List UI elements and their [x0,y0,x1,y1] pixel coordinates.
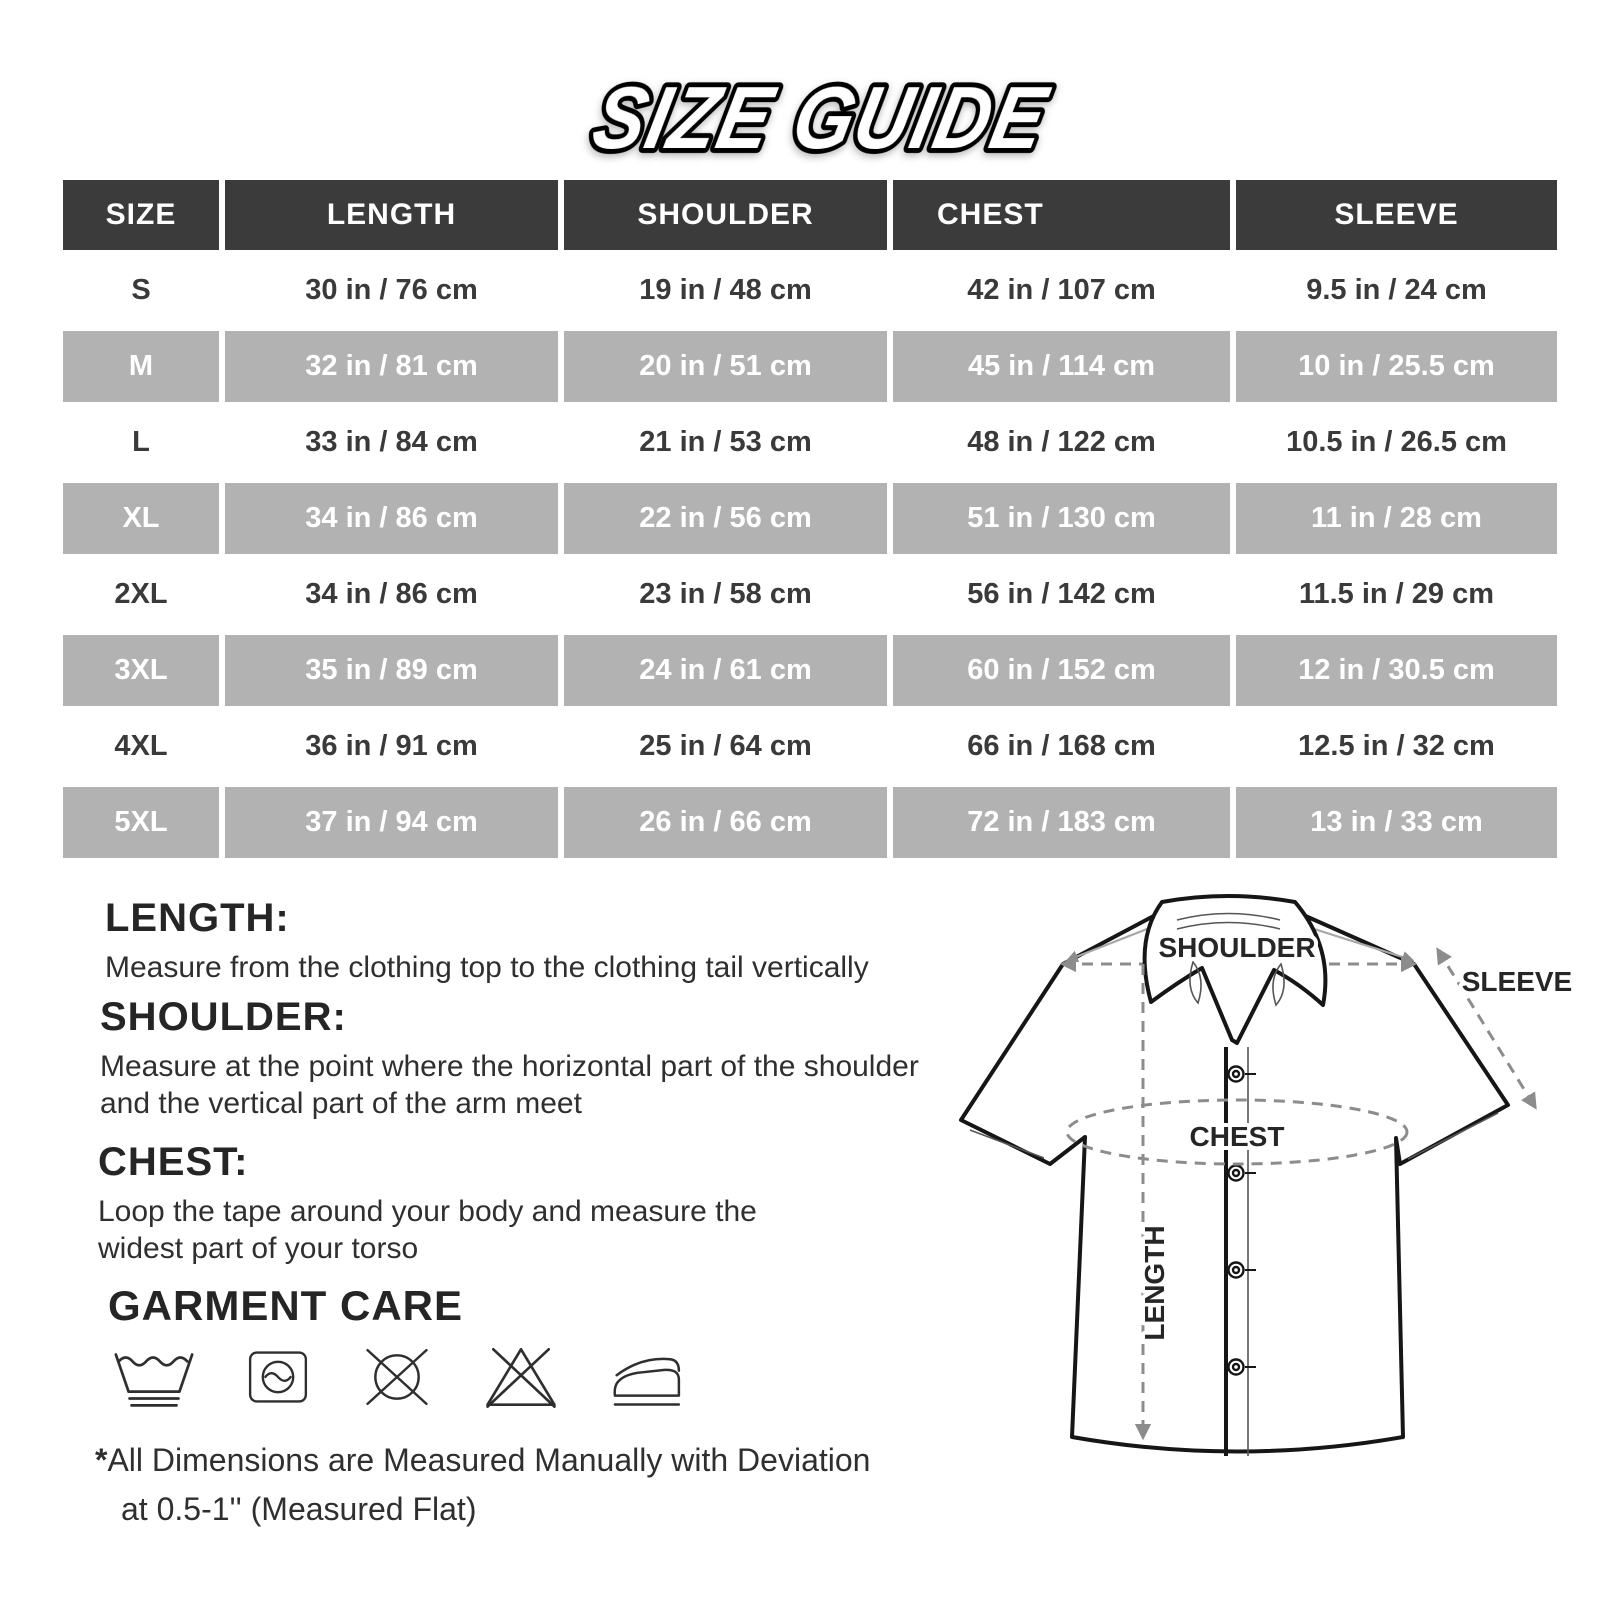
cell-length: 30 in / 76 cm [225,255,558,326]
cell-size: XL [63,483,219,554]
definition-desc: Measure at the point where the horizontal part of the shoulder and the vertical part of the arm meet [100,1050,919,1120]
cell-shoulder: 19 in / 48 cm [564,255,887,326]
page-title [0,36,1620,186]
cell-shoulder: 26 in / 66 cm [564,787,887,858]
cell-length: 32 in / 81 cm [225,331,558,402]
sleeve-diagram-label: SLEEVE [1461,966,1573,997]
cell-size: 3XL [63,635,219,706]
column-header-shoulder: SHOULDER [564,180,887,250]
cell-length: 36 in / 91 cm [225,711,558,782]
cell-length: 33 in / 84 cm [225,407,558,478]
shoulder-diagram-label: SHOULDER [1158,932,1316,963]
cell-shoulder: 21 in / 53 cm [564,407,887,478]
cell-size: L [63,407,219,478]
cell-size: M [63,331,219,402]
cell-length: 37 in / 94 cm [225,787,558,858]
definition-shoulder [100,995,950,1122]
do-not-dry-clean-icon [358,1342,436,1412]
chest-diagram-label: CHEST [1189,1121,1285,1152]
definition-chest [98,1140,758,1267]
column-header-length: LENGTH [225,180,558,250]
cell-chest: 60 in / 152 cm [893,635,1230,706]
garment-care-icons [110,1342,686,1412]
cell-chest: 72 in / 183 cm [893,787,1230,858]
cell-size: 5XL [63,787,219,858]
cell-shoulder: 25 in / 64 cm [564,711,887,782]
cell-length: 34 in / 86 cm [225,483,558,554]
column-header-size: SIZE [63,180,219,250]
length-diagram-label: LENGTH [1139,1225,1170,1341]
iron-icon [606,1342,686,1412]
definition-term: CHEST: [98,1140,249,1184]
cell-shoulder: 20 in / 51 cm [564,331,887,402]
cell-sleeve: 10.5 in / 26.5 cm [1236,407,1557,478]
cell-sleeve: 12.5 in / 32 cm [1236,711,1557,782]
wash-gentle-icon [110,1342,198,1412]
column-header-chest: CHEST [893,180,1230,250]
page-title-text: SIZE GUIDE [585,67,1125,167]
disclaimer-line2: at 0.5-1'' (Measured Flat) [121,1491,477,1527]
column-header-sleeve: SLEEVE [1236,180,1557,250]
cell-chest: 56 in / 142 cm [893,559,1230,630]
disclaimer [95,1436,870,1534]
cell-sleeve: 10 in / 25.5 cm [1236,331,1557,402]
cell-chest: 42 in / 107 cm [893,255,1230,326]
garment-care-heading: GARMENT CARE [108,1282,463,1329]
cell-chest: 48 in / 122 cm [893,407,1230,478]
cell-chest: 51 in / 130 cm [893,483,1230,554]
cell-shoulder: 24 in / 61 cm [564,635,887,706]
cell-sleeve: 13 in / 33 cm [1236,787,1557,858]
cell-size: 4XL [63,711,219,782]
definition-length [105,896,1005,986]
cell-shoulder: 23 in / 58 cm [564,559,887,630]
disclaimer-line1: *All Dimensions are Measured Manually with Deviation [95,1442,871,1478]
tumble-dry-icon [240,1342,316,1412]
cell-length: 34 in / 86 cm [225,559,558,630]
cell-chest: 45 in / 114 cm [893,331,1230,402]
do-not-bleach-icon [478,1342,564,1412]
definition-desc: Loop the tape around your body and measure the widest part of your torso [98,1195,757,1265]
cell-sleeve: 9.5 in / 24 cm [1236,255,1557,326]
shirt-measurement-diagram [940,860,1600,1560]
definition-term: LENGTH: [105,896,290,940]
asterisk: * [95,1442,108,1478]
definition-desc: Measure from the clothing top to the clothing tail vertically [105,951,869,984]
cell-sleeve: 12 in / 30.5 cm [1236,635,1557,706]
cell-sleeve: 11.5 in / 29 cm [1236,559,1557,630]
cell-size: 2XL [63,559,219,630]
cell-length: 35 in / 89 cm [225,635,558,706]
cell-sleeve: 11 in / 28 cm [1236,483,1557,554]
definition-term: SHOULDER: [100,995,347,1039]
cell-size: S [63,255,219,326]
cell-chest: 66 in / 168 cm [893,711,1230,782]
cell-shoulder: 22 in / 56 cm [564,483,887,554]
size-table [63,180,1557,858]
